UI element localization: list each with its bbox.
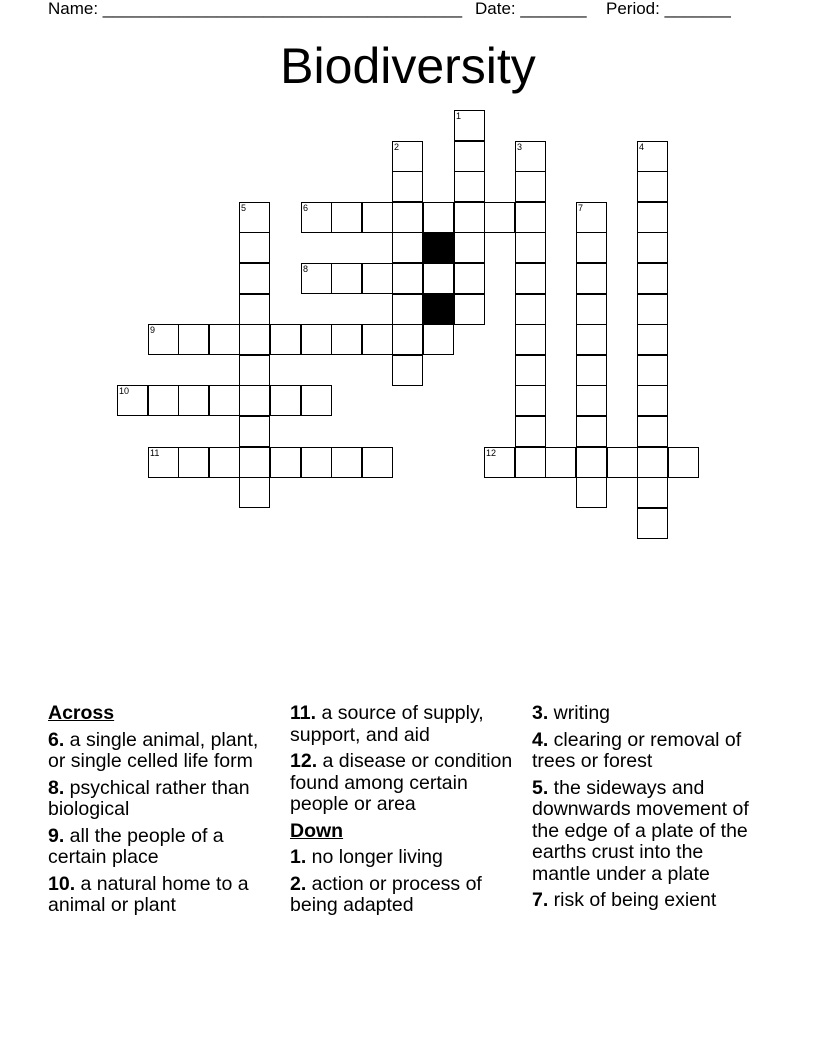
clue-number: 9 <box>150 325 156 335</box>
period-field-label: Period: _______ <box>606 0 731 18</box>
grid-cell[interactable] <box>239 477 270 508</box>
grid-cell[interactable] <box>515 355 546 386</box>
grid-cell[interactable] <box>117 385 148 416</box>
grid-cell[interactable] <box>239 447 270 478</box>
clue-number: 11 <box>150 448 160 458</box>
grid-cell[interactable] <box>637 447 668 478</box>
grid-cell[interactable] <box>362 447 393 478</box>
grid-cell[interactable] <box>484 447 515 478</box>
page-title: Biodiversity <box>280 38 536 94</box>
grid-cell[interactable] <box>637 477 668 508</box>
grid-cell[interactable] <box>239 294 270 325</box>
grid-cell[interactable] <box>515 171 546 202</box>
across-heading: Across <box>48 702 115 724</box>
grid-cell[interactable] <box>637 355 668 386</box>
grid-cell[interactable] <box>362 263 393 294</box>
grid-cell[interactable] <box>576 447 607 478</box>
grid-cell[interactable] <box>209 385 240 416</box>
clue-across-8: 8. psychical rather than biological <box>48 776 250 820</box>
grid-cell[interactable] <box>239 263 270 294</box>
grid-cell[interactable] <box>576 416 607 447</box>
clue-down-2: 2. action or process of being adapted <box>290 872 482 916</box>
grid-cell[interactable] <box>392 324 423 355</box>
grid-cell[interactable] <box>454 263 485 294</box>
date-field-label: Date: _______ <box>475 0 587 18</box>
grid-cell[interactable] <box>178 447 209 478</box>
grid-cell[interactable] <box>545 447 576 478</box>
grid-cell[interactable] <box>637 202 668 233</box>
grid-cell[interactable] <box>576 355 607 386</box>
grid-cell[interactable] <box>301 324 332 355</box>
grid-cell[interactable] <box>331 447 362 478</box>
clue-across-12: 12. a disease or condition found among certain people or area <box>290 750 513 815</box>
grid-cell[interactable] <box>270 447 301 478</box>
grid-cell[interactable] <box>515 447 546 478</box>
grid-cell[interactable] <box>454 232 485 263</box>
grid-cell[interactable] <box>392 355 423 386</box>
grid-cell[interactable] <box>301 202 332 233</box>
clue-number: 12 <box>486 448 497 458</box>
grid-cell[interactable] <box>515 263 546 294</box>
clue-number: 7 <box>578 203 584 213</box>
grid-cell[interactable] <box>515 385 546 416</box>
down-heading: Down <box>290 819 344 842</box>
clue-number: 5 <box>241 203 247 213</box>
grid-cell[interactable] <box>515 416 546 447</box>
grid-cell[interactable] <box>515 232 546 263</box>
grid-cell[interactable] <box>331 324 362 355</box>
grid-cell[interactable] <box>637 385 668 416</box>
grid-cell[interactable] <box>454 141 485 172</box>
grid-cell[interactable] <box>178 324 209 355</box>
grid-cell[interactable] <box>392 232 423 263</box>
black-cell <box>423 232 454 263</box>
grid-cell[interactable] <box>484 202 515 233</box>
grid-cell[interactable] <box>576 202 607 233</box>
grid-cell[interactable] <box>454 110 485 141</box>
grid-cell[interactable] <box>576 294 607 325</box>
grid-cell[interactable] <box>392 141 423 172</box>
grid-cell[interactable] <box>239 385 270 416</box>
clue-number: 10 <box>119 386 130 396</box>
black-cell <box>423 294 454 325</box>
grid-cell[interactable] <box>331 202 362 233</box>
grid-cell[interactable] <box>637 324 668 355</box>
grid-cell[interactable] <box>239 324 270 355</box>
name-field-label: Name: ______________________________________ <box>48 0 463 18</box>
grid-cell[interactable] <box>515 141 546 172</box>
grid-cell[interactable] <box>454 202 485 233</box>
grid-cell[interactable] <box>392 294 423 325</box>
clue-column-1 <box>48 703 280 922</box>
grid-cell[interactable] <box>515 294 546 325</box>
clue-across-11: 11. a source of supply, support, and aid <box>290 702 484 746</box>
grid-cell[interactable] <box>301 263 332 294</box>
grid-cell[interactable] <box>148 447 179 478</box>
grid-cell[interactable] <box>209 324 240 355</box>
clue-number: 1 <box>456 111 462 121</box>
grid-cell[interactable] <box>301 447 332 478</box>
grid-cell[interactable] <box>239 232 270 263</box>
grid-cell[interactable] <box>239 355 270 386</box>
grid-cell[interactable] <box>178 385 209 416</box>
grid-cell[interactable] <box>637 416 668 447</box>
grid-cell[interactable] <box>637 141 668 172</box>
clue-number: 8 <box>303 264 309 274</box>
grid-cell[interactable] <box>576 385 607 416</box>
grid-cell[interactable] <box>148 385 179 416</box>
grid-cell[interactable] <box>331 263 362 294</box>
clue-down-5: 5. the sideways and downwards movement of the edge of a plate of the earths crust into the mantle under a plate <box>532 776 749 885</box>
grid-cell[interactable] <box>423 202 454 233</box>
grid-cell[interactable] <box>270 324 301 355</box>
grid-cell[interactable] <box>148 324 179 355</box>
grid-cell[interactable] <box>392 263 423 294</box>
grid-cell[interactable] <box>515 324 546 355</box>
grid-cell[interactable] <box>209 447 240 478</box>
grid-cell[interactable] <box>576 263 607 294</box>
grid-cell[interactable] <box>515 202 546 233</box>
clue-number: 6 <box>303 203 309 213</box>
grid-cell[interactable] <box>454 171 485 202</box>
grid-cell[interactable] <box>392 202 423 233</box>
clue-column-2 <box>290 703 522 922</box>
grid-cell[interactable] <box>423 263 454 294</box>
grid-cell[interactable] <box>392 171 423 202</box>
grid-cell[interactable] <box>668 447 699 478</box>
grid-cell[interactable] <box>362 324 393 355</box>
clue-across-9: 9. all the people of a certain place <box>48 824 224 868</box>
grid-cell[interactable] <box>270 385 301 416</box>
clue-down-1: 1. no longer living <box>290 846 443 868</box>
grid-cell[interactable] <box>637 294 668 325</box>
clue-number: 2 <box>394 142 400 152</box>
grid-cell[interactable] <box>423 324 454 355</box>
clue-number: 4 <box>639 142 645 152</box>
grid-cell[interactable] <box>454 294 485 325</box>
grid-cell[interactable] <box>239 416 270 447</box>
grid-cell[interactable] <box>637 232 668 263</box>
clue-across-6: 6. a single animal, plant, or single celled life form <box>48 728 259 772</box>
clue-column-3 <box>532 703 764 917</box>
clue-down-4: 4. clearing or removal of trees or forest <box>532 728 742 772</box>
clue-number: 3 <box>517 142 523 152</box>
grid-cell[interactable] <box>301 385 332 416</box>
grid-cell[interactable] <box>637 263 668 294</box>
clue-down-3: 3. writing <box>532 702 611 724</box>
grid-cell[interactable] <box>576 232 607 263</box>
grid-cell[interactable] <box>607 447 638 478</box>
grid-cell[interactable] <box>362 202 393 233</box>
grid-cell[interactable] <box>637 508 668 539</box>
grid-cell[interactable] <box>637 171 668 202</box>
grid-cell[interactable] <box>239 202 270 233</box>
clue-across-10: 10. a natural home to a animal or plant <box>48 872 249 916</box>
grid-cell[interactable] <box>576 324 607 355</box>
clue-down-7: 7. risk of being exient <box>532 889 717 911</box>
grid-cell[interactable] <box>576 477 607 508</box>
